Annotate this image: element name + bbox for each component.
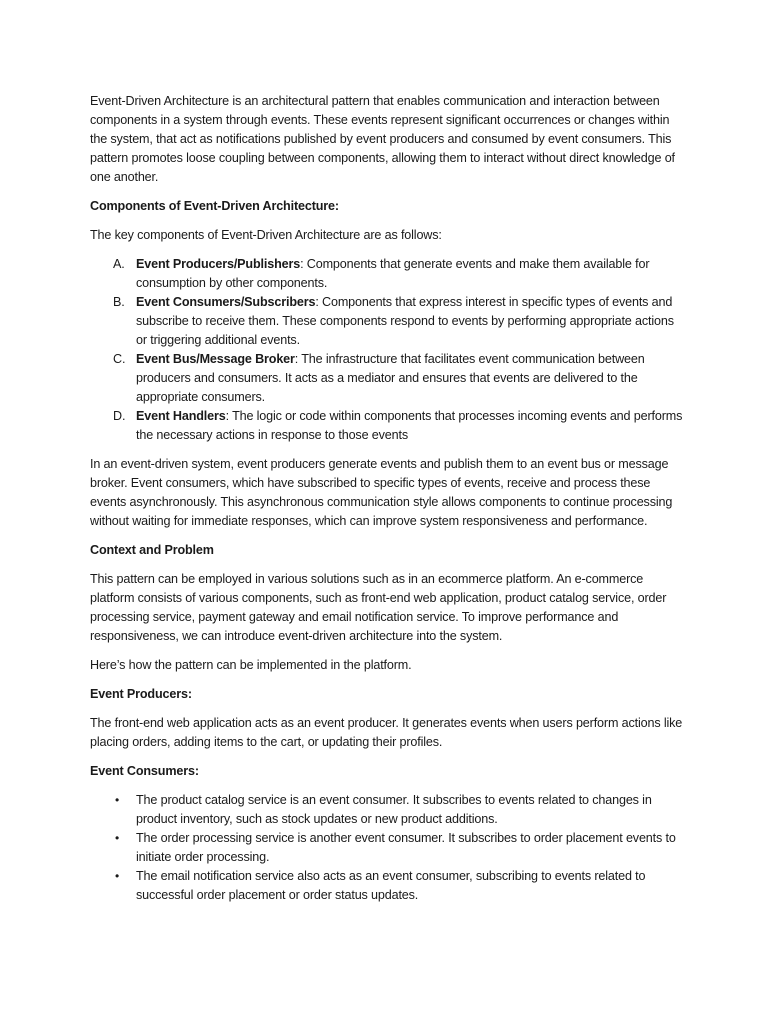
list-marker: B.	[113, 295, 125, 309]
consumers-list	[90, 791, 686, 905]
list-item	[90, 350, 686, 407]
list-item	[90, 791, 686, 829]
component-term: Event Bus/Message Broker	[136, 352, 295, 366]
bullet-icon: •	[115, 869, 120, 883]
consumer-text: The product catalog service is an event consumer. It subscribes to events related to changes in product inventory, such as stock updates or new product additions.	[136, 793, 652, 826]
list-item	[90, 293, 686, 350]
list-marker: A.	[113, 257, 125, 271]
component-description: : The logic or code within components that processes incoming events and performs the necessary actions in response to those events	[136, 409, 683, 442]
intro-paragraph: Event-Driven Architecture is an architectural pattern that enables communication and interaction between components in a system through events. These events represent significant occurrences or changes within the system, that act as notifications published by event producers and consumed by event consumers. This pattern promotes loose coupling between components, allowing them to interact without direct knowledge of one another.	[90, 94, 675, 184]
document-page	[90, 92, 686, 905]
list-item	[90, 867, 686, 905]
component-term: Event Producers/Publishers	[136, 257, 301, 271]
component-term: Event Consumers/Subscribers	[136, 295, 316, 309]
component-description: : Components that generate events and make them available for consumption by other components.	[136, 257, 650, 290]
consumer-text: The order processing service is another event consumer. It subscribes to order placement events to initiate order processing.	[136, 831, 676, 864]
component-description: : The infrastructure that facilitates event communication between producers and consumers. It acts as a mediator and ensures that events are delivered to the appropriate consumers.	[136, 352, 645, 404]
list-item	[90, 829, 686, 867]
list-item	[90, 255, 686, 293]
list-item	[90, 407, 686, 445]
bullet-icon: •	[115, 793, 120, 807]
list-marker: C.	[113, 352, 126, 366]
producers-heading: Event Producers:	[90, 687, 192, 701]
consumers-heading: Event Consumers:	[90, 764, 199, 778]
component-term: Event Handlers	[136, 409, 226, 423]
components-heading: Components of Event-Driven Architecture:	[90, 199, 339, 213]
implementation-line: Here’s how the pattern can be implemented in the platform.	[90, 658, 412, 672]
context-heading: Context and Problem	[90, 543, 214, 557]
list-marker: D.	[113, 409, 126, 423]
component-description: : Components that express interest in specific types of events and subscribe to receive them. These components respond to events by performing appropriate actions or triggering additional events.	[136, 295, 674, 347]
system-paragraph: In an event-driven system, event producers generate events and publish them to an event bus or message broker. Event consumers, which have subscribed to specific types of events, receive and process these events asynchronously. This asynchronous communication style allows components to continue processing without waiting for immediate responses, which can improve system responsiveness and performance.	[90, 457, 673, 528]
components-list	[90, 255, 686, 445]
producers-paragraph: The front-end web application acts as an event producer. It generates events when users perform actions like placing orders, adding items to the cart, or updating their profiles.	[90, 716, 683, 749]
context-paragraph: This pattern can be employed in various solutions such as in an ecommerce platform. An e-commerce platform consists of various components, such as front-end web application, product catalog service, order processing service, payment gateway and email notification service. To improve performance and responsiveness, we can introduce event-driven architecture into the system.	[90, 572, 667, 643]
components-intro: The key components of Event-Driven Architecture are as follows:	[90, 228, 442, 242]
consumer-text: The email notification service also acts as an event consumer, subscribing to events related to successful order placement or order status updates.	[136, 869, 646, 902]
bullet-icon: •	[115, 831, 120, 845]
